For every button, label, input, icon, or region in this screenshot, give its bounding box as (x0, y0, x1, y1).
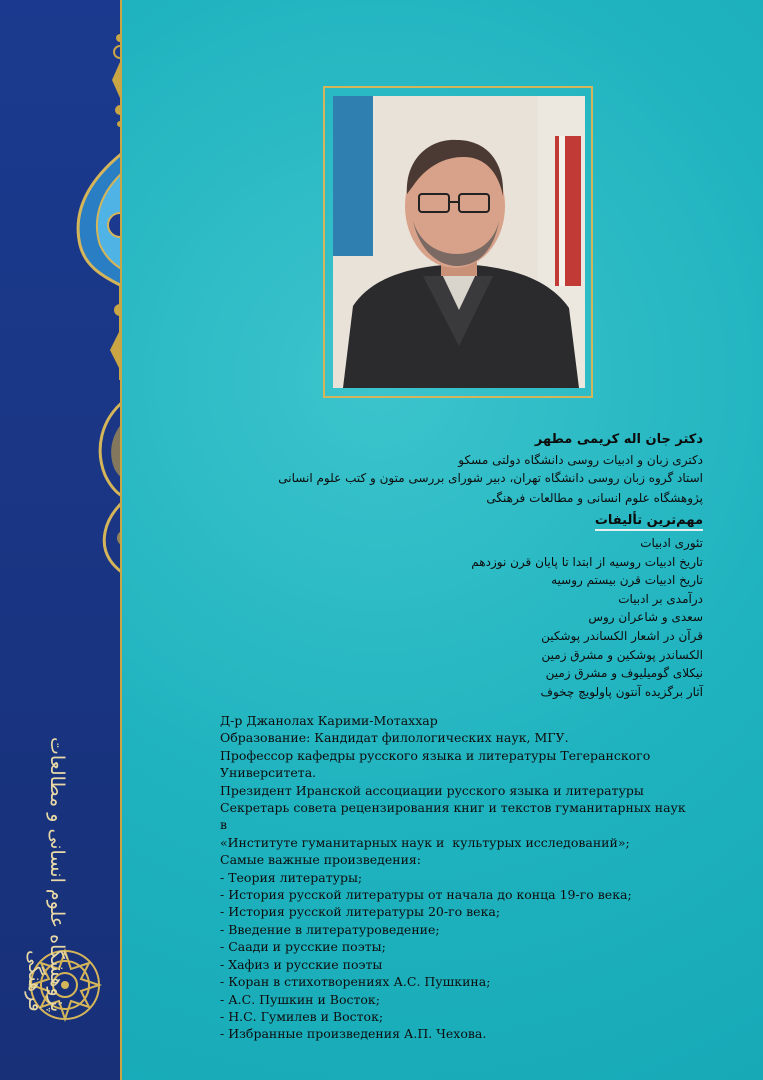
russian-line: Университета. (220, 765, 317, 781)
list-item: تاریخ ادبیات روسیه از ابتدا تا پایان قرن نوزدهم (471, 554, 703, 569)
russian-line: - Введение в литературоведение; (220, 921, 440, 937)
list-item: درآمدی بر ادبیات (618, 591, 703, 606)
list-item: قرآن در اشعار الکساندر پوشکین (541, 628, 703, 643)
russian-line: - А.С. Пушкин и Восток; (220, 991, 380, 1007)
persian-position: استاد گروه زبان روسی دانشگاه تهران، دبیر شورای بررسی متون و کتب علوم انسانی پژوهشگاه علوم انسانی و مطالعات فرهنگی (278, 471, 703, 505)
list-item: تاریخ ادبیات قرن بیستم روسیه (551, 573, 703, 588)
persian-works-list (471, 534, 703, 701)
list-item: آثار برگزیده آنتون پاولویچ چخوف (540, 684, 703, 699)
russian-line: - Хафиз и русские поэты (220, 956, 383, 972)
russian-line: - История русской литературы от начала до конца 19-го века; (220, 887, 632, 903)
list-item: نیکلای گومیلیوف و مشرق زمین (545, 666, 703, 681)
list-item: سعدی و شاعران روس (588, 610, 703, 625)
russian-line: Самые важные произведения: (220, 852, 421, 868)
decorative-sidebar (0, 0, 122, 1080)
list-item: الکساندر پوشکین و مشرق زمین (541, 647, 703, 662)
russian-line: - Теория литературы; (220, 869, 363, 885)
portrait-illustration-icon (333, 96, 585, 388)
institute-name-vertical: پژوهشگاه علوم انسانی و مطالعات فرهنگی (24, 736, 68, 1012)
portrait-photo (333, 96, 585, 388)
russian-line: Образование: Кандидат филологических наук, МГУ. (220, 730, 569, 746)
russian-biography (220, 712, 690, 1043)
russian-line: - История русской литературы 20-го века; (220, 904, 501, 920)
list-item: تئوری ادبیات (640, 536, 703, 550)
russian-line: Секретарь совета рецензирования книг и текстов гуманитарных наук в (220, 800, 690, 833)
russian-line: Профессор кафедры русского языка и литературы Тегеранского (220, 747, 651, 763)
russian-line: - Избранные произведения А.П. Чехова. (220, 1026, 487, 1042)
russian-line: «Институте гуманитарных наук и культурых исследований»; (220, 834, 630, 850)
russian-line: - Саади и русские поэты; (220, 939, 386, 955)
persian-name: دکتر جان اله کریمی مطهر (534, 432, 703, 447)
russian-line: - Коран в стихотворениях А.С. Пушкина; (220, 974, 491, 990)
persian-degree: دکتری زبان و ادبیات روسی دانشگاه دولتی مسکو (458, 453, 703, 467)
russian-line: Д-р Джанолах Карими-Мотаххар (220, 713, 438, 728)
russian-line: - Н.С. Гумилев и Восток; (220, 1008, 384, 1024)
russian-line: Президент Иранской ассоциации русского языка и литературы (220, 782, 644, 798)
works-title: مهم‌ترین تألیفات (595, 513, 703, 531)
